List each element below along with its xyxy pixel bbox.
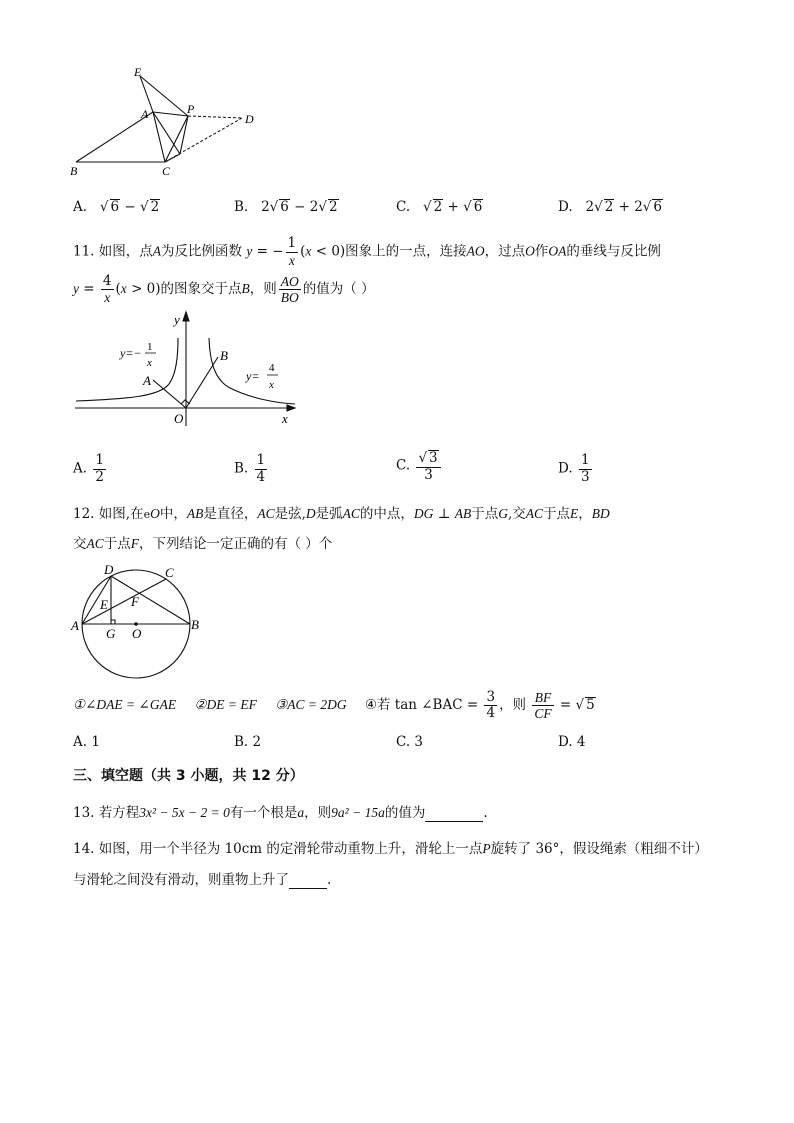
q12-option-a[interactable]: A. 1: [73, 734, 100, 750]
conclusion-4: ④若 tan ∠BAC = $\frac{3}{4}$ ，则 $\frac{BF}{CF}$ = √ 5: [364, 688, 595, 721]
math-expr: $\frac{√ 3}{3}$: [416, 450, 440, 482]
question-number: 11.: [73, 243, 95, 260]
fig10-label-C: C: [162, 164, 171, 178]
fig12-label-D: D: [104, 562, 114, 577]
question-number: 14.: [73, 841, 95, 857]
q11-line2: y = $\frac{4}{x}$ (x > 0)的图象交于点B，则 $\frac{AO}{BO}$ 的值为（ ）: [73, 272, 375, 305]
question-number: 13.: [73, 805, 95, 821]
q12-conclusions: [73, 688, 596, 722]
conclusion-2: ②DE = EF: [194, 697, 257, 712]
answer-blank[interactable]: [289, 872, 327, 889]
fig10-label-D: D: [245, 112, 254, 126]
q12-option-c[interactable]: C. 3: [396, 734, 424, 750]
q12-line1: 12. 如图,在eO中，AB是直径，AC是弦,D是弧AC的中点，DG ⊥ AB于点G,交AC于点E，BD: [73, 506, 610, 522]
fig12-label-A: A: [71, 618, 79, 633]
svg-text:4: 4: [269, 362, 275, 374]
q10-option-a[interactable]: [73, 199, 160, 215]
q14-line2: 与滑轮之间没有滑动，则重物上升了 .: [73, 872, 332, 888]
svg-text:x: x: [147, 357, 152, 369]
q12-option-b[interactable]: B. 2: [234, 734, 262, 750]
fig11-label-x: x: [282, 411, 288, 426]
answer-blank[interactable]: [425, 805, 483, 822]
math-expr: √ 6 − √ 2: [91, 199, 160, 215]
q10-option-c[interactable]: [396, 199, 483, 215]
math-expr: 2√ 6 − 2√ 2: [252, 199, 338, 215]
equation: 3x² − 5x − 2 = 0: [139, 805, 230, 820]
conclusion-3: ③AC = 2DG: [275, 697, 347, 712]
fig12-label-B: B: [191, 617, 199, 632]
fig11-label-O: O: [174, 411, 184, 426]
svg-text:1: 1: [147, 341, 153, 353]
figure-q12: [68, 562, 208, 682]
fig12-label-F: F: [131, 594, 139, 609]
math-expr: √ 2 + √ 6: [414, 199, 483, 215]
conclusion-1: ①∠DAE = ∠GAE: [73, 697, 177, 712]
fig10-label-E: E: [134, 65, 142, 79]
section-heading: 三、填空题（共 3 小题，共 12 分）: [73, 768, 304, 784]
svg-text:x: x: [269, 379, 274, 391]
fig11-label-A: A: [143, 373, 151, 388]
q10-option-d[interactable]: [558, 199, 663, 215]
fig11-curve-left-label: y=−: [120, 346, 142, 360]
option-letter: D.: [558, 199, 573, 215]
q14-line1: 14. 如图，用一个半径为 10cm 的定滑轮带动重物上升，滑轮上一点P旋转了 36°，假设绳索（粗细不计）: [73, 841, 708, 857]
math-expr: 2√ 2 + 2√ 6: [576, 199, 662, 215]
fig10-label-A: A: [141, 107, 149, 121]
fig12-label-C: C: [165, 565, 174, 580]
fig10-label-P: P: [187, 102, 195, 116]
q12-line2: 交AC于点F，下列结论一定正确的有（ ）个: [73, 536, 333, 552]
q11-option-d[interactable]: D. $\frac{1}{3}$: [558, 452, 590, 485]
figure-q11: [70, 308, 305, 430]
fig11-label-B: B: [220, 348, 228, 363]
q11-option-a[interactable]: A. $\frac{1}{2}$: [73, 452, 104, 485]
q12-option-d[interactable]: D. 4: [558, 734, 586, 750]
q11-option-b[interactable]: B. $\frac{1}{4}$: [234, 452, 266, 485]
circle-symbol: e: [143, 508, 151, 521]
option-letter: A.: [73, 199, 88, 215]
q13-line: 13. 若方程3x² − 5x − 2 = 0有一个根是a，则9a² − 15a的值为 .: [73, 805, 488, 821]
option-letter: B.: [234, 199, 249, 215]
fig12-label-E: E: [100, 597, 108, 612]
q11-line1: 11. 如图，点A为反比例函数 y = − $\frac{1}{x}$ (x < 0)图象上的一点，连接AO，过点O作OA的垂线与反比例: [73, 235, 661, 268]
math-expr: $\frac{1}{2}$: [95, 452, 104, 485]
q11-option-c[interactable]: C. $\frac{√ 3}{3}$: [396, 450, 443, 482]
fig11-label-y: y: [174, 312, 180, 327]
fig12-label-G: G: [106, 626, 116, 641]
option-letter: C.: [396, 199, 411, 215]
question-number: 12.: [73, 506, 95, 522]
fig10-label-B: B: [70, 164, 78, 178]
math-expr: $\frac{1}{4}$: [256, 452, 266, 485]
fig12-label-O: O: [132, 626, 142, 641]
fig11-curve-right-label: y=: [246, 369, 260, 383]
math-expr: $\frac{1}{3}$: [580, 452, 590, 485]
figure-q10: [60, 60, 280, 185]
q10-option-b[interactable]: [234, 199, 339, 215]
